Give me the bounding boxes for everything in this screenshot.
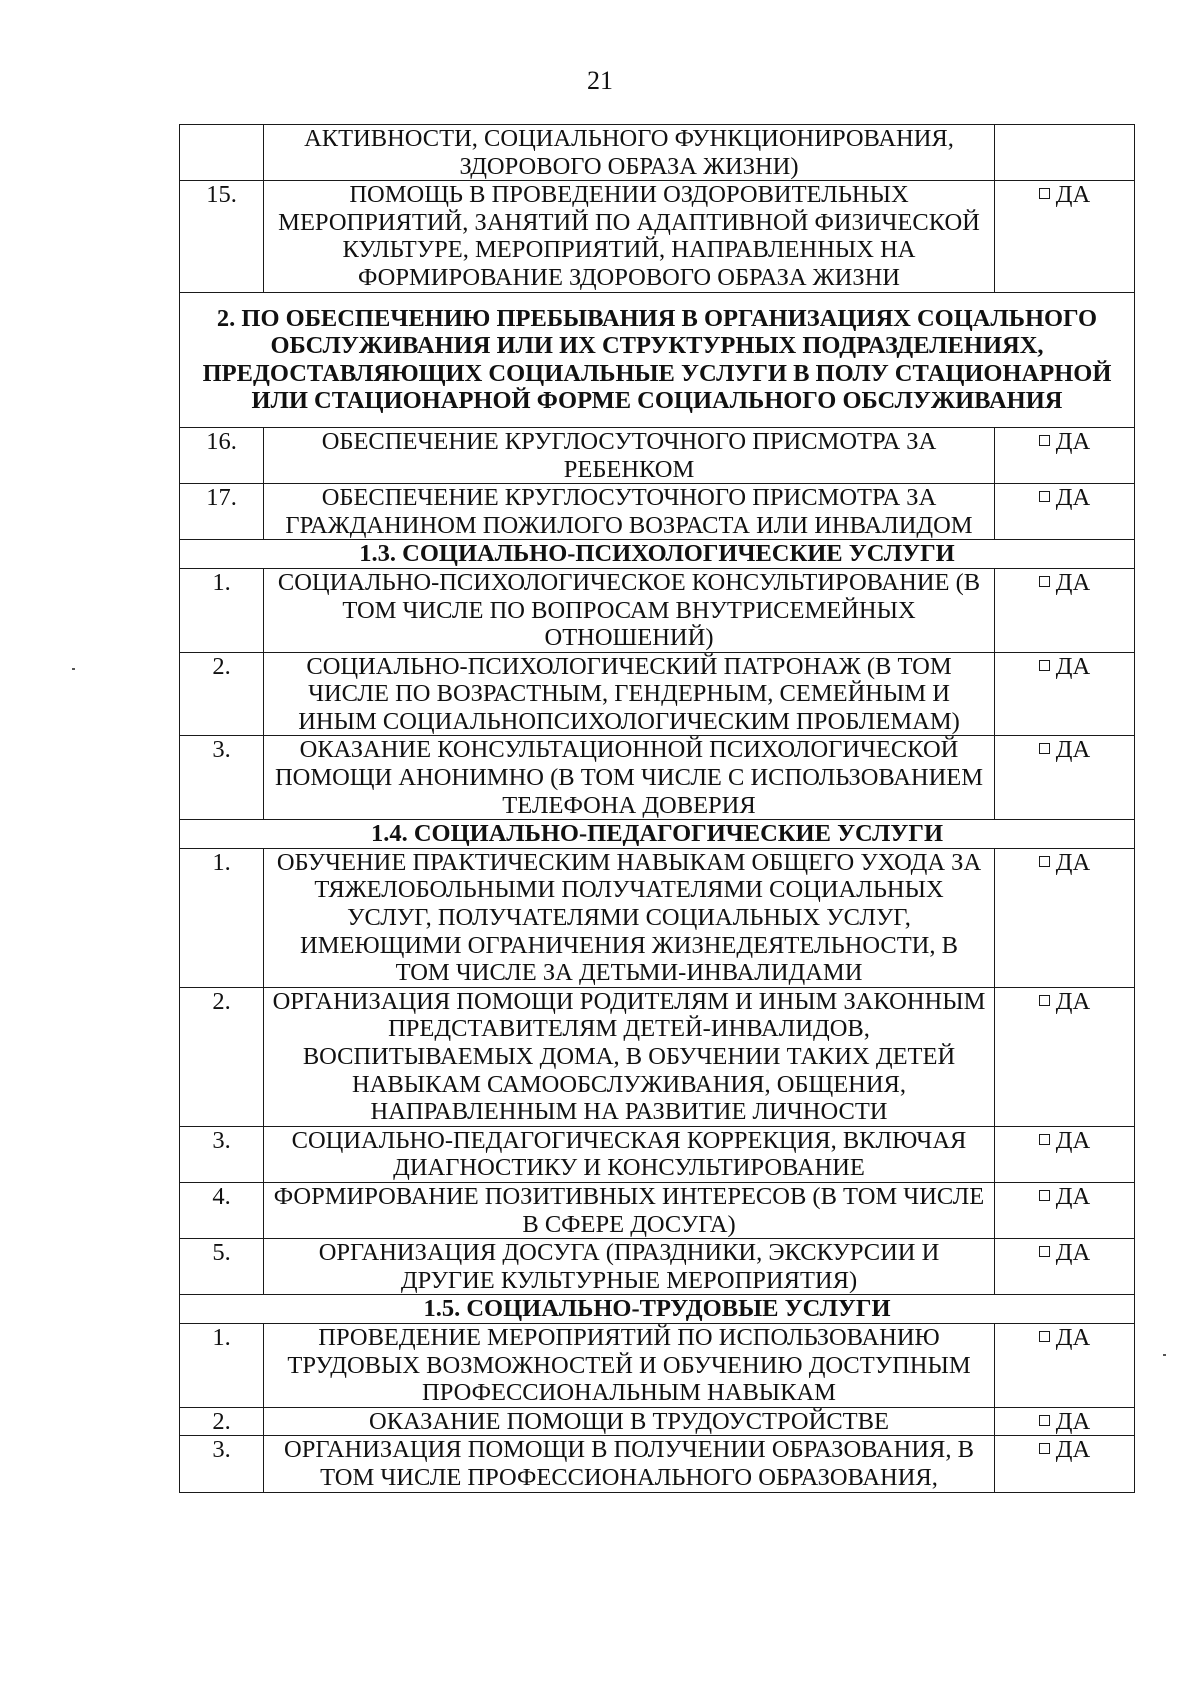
service-description: СОЦИАЛЬНО-ПСИХОЛОГИЧЕСКИЙ ПАТРОНАЖ (В ТОМ ЧИСЛЕ ПО ВОЗРАСТНЫМ, ГЕНДЕРНЫМ, СЕМЕЙНЫМ И ИНЫМ СОЦИАЛЬНОПСИХОЛОГИЧЕСКИМ ПРОБЛЕМАМ): [264, 652, 995, 736]
table-row: [180, 1323, 1135, 1407]
checkbox-label: ДА: [1055, 427, 1091, 455]
row-number: 16.: [180, 427, 264, 483]
service-description: АКТИВНОСТИ, СОЦИАЛЬНОГО ФУНКЦИОНИРОВАНИЯ, ЗДОРОВОГО ОБРАЗА ЖИЗНИ): [264, 125, 995, 181]
row-number: 17.: [180, 484, 264, 540]
services-table-body: [180, 125, 1135, 1493]
row-number: 3.: [180, 1436, 264, 1492]
section-heading: 1.3. СОЦИАЛЬНО-ПСИХОЛОГИЧЕСКИЕ УСЛУГИ: [180, 540, 1135, 569]
service-description: ОРГАНИЗАЦИЯ ПОМОЩИ В ПОЛУЧЕНИИ ОБРАЗОВАНИЯ, В ТОМ ЧИСЛЕ ПРОФЕССИОНАЛЬНОГО ОБРАЗОВАНИЯ,: [264, 1436, 995, 1492]
service-description: ОКАЗАНИЕ КОНСУЛЬТАЦИОННОЙ ПСИХОЛОГИЧЕСКОЙ ПОМОЩИ АНОНИМНО (В ТОМ ЧИСЛЕ С ИСПОЛЬЗОВАНИЕМ ТЕЛЕФОНА ДОВЕРИЯ: [264, 736, 995, 820]
checkbox-cell[interactable]: [995, 1323, 1135, 1407]
services-table: [179, 124, 1135, 1493]
service-description: ОБЕСПЕЧЕНИЕ КРУГЛОСУТОЧНОГО ПРИСМОТРА ЗА РЕБЕНКОМ: [264, 427, 995, 483]
checkbox-label: ДА: [1055, 484, 1091, 512]
row-number: 1.: [180, 568, 264, 652]
scan-speck: [1163, 1354, 1166, 1356]
table-row: [180, 1407, 1135, 1436]
checkbox-cell[interactable]: [995, 568, 1135, 652]
table-row: [180, 484, 1135, 540]
checkbox-cell[interactable]: [995, 181, 1135, 292]
checkbox-cell[interactable]: [995, 1239, 1135, 1295]
row-number: 1.: [180, 1323, 264, 1407]
table-row: [180, 736, 1135, 820]
section-heading: 1.5. СОЦИАЛЬНО-ТРУДОВЫЕ УСЛУГИ: [180, 1295, 1135, 1324]
service-description: ПРОВЕДЕНИЕ МЕРОПРИЯТИЙ ПО ИСПОЛЬЗОВАНИЮ ТРУДОВЫХ ВОЗМОЖНОСТЕЙ И ОБУЧЕНИЮ ДОСТУПНЫМ ПРОФЕССИОНАЛЬНЫМ НАВЫКАМ: [264, 1323, 995, 1407]
checkbox-cell[interactable]: [995, 1436, 1135, 1492]
checkbox-square-icon[interactable]: [1039, 1134, 1050, 1145]
service-description: СОЦИАЛЬНО-ПЕДАГОГИЧЕСКАЯ КОРРЕКЦИЯ, ВКЛЮЧАЯ ДИАГНОСТИКУ И КОНСУЛЬТИРОВАНИЕ: [264, 1126, 995, 1182]
service-description: ОБУЧЕНИЕ ПРАКТИЧЕСКИМ НАВЫКАМ ОБЩЕГО УХОДА ЗА ТЯЖЕЛОБОЛЬНЫМИ ПОЛУЧАТЕЛЯМИ СОЦИАЛЬНЫХ УСЛУГ, ПОЛУЧАТЕЛЯМИ СОЦИАЛЬНЫХ УСЛУГ, ИМЕЮЩИМИ ОГРАНИЧЕНИЯ ЖИЗНЕДЕЯТЕЛЬНОСТИ, В ТОМ ЧИСЛЕ ЗА ДЕТЬМИ-ИНВАЛИДАМИ: [264, 848, 995, 987]
row-number: 3.: [180, 736, 264, 820]
checkbox-cell[interactable]: [995, 848, 1135, 987]
checkbox-label: ДА: [1055, 1239, 1091, 1267]
service-description: ОРГАНИЗАЦИЯ ДОСУГА (ПРАЗДНИКИ, ЭКСКУРСИИ И ДРУГИЕ КУЛЬТУРНЫЕ МЕРОПРИЯТИЯ): [264, 1239, 995, 1295]
service-description: СОЦИАЛЬНО-ПСИХОЛОГИЧЕСКОЕ КОНСУЛЬТИРОВАНИЕ (В ТОМ ЧИСЛЕ ПО ВОПРОСАМ ВНУТРИСЕМЕЙНЫХ ОТНОШЕНИЙ): [264, 568, 995, 652]
row-number: 3.: [180, 1126, 264, 1182]
checkbox-cell[interactable]: [995, 1407, 1135, 1436]
table-row: [180, 181, 1135, 292]
row-number: 2.: [180, 987, 264, 1126]
checkbox-square-icon[interactable]: [1039, 1415, 1050, 1426]
checkbox-square-icon[interactable]: [1039, 995, 1050, 1006]
checkbox-cell[interactable]: [995, 736, 1135, 820]
checkbox-square-icon[interactable]: [1039, 1443, 1050, 1454]
checkbox-square-icon[interactable]: [1039, 856, 1050, 867]
checkbox-label: ДА: [1055, 736, 1091, 764]
table-row: [180, 652, 1135, 736]
row-number: 5.: [180, 1239, 264, 1295]
checkbox-cell[interactable]: [995, 427, 1135, 483]
service-description: ОБЕСПЕЧЕНИЕ КРУГЛОСУТОЧНОГО ПРИСМОТРА ЗА ГРАЖДАНИНОМ ПОЖИЛОГО ВОЗРАСТА ИЛИ ИНВАЛИДОМ: [264, 484, 995, 540]
table-row: [180, 1239, 1135, 1295]
checkbox-square-icon[interactable]: [1039, 1331, 1050, 1342]
checkbox-label: ДА: [1055, 1126, 1091, 1154]
service-description: ОКАЗАНИЕ ПОМОЩИ В ТРУДОУСТРОЙСТВЕ: [264, 1407, 995, 1436]
row-number: 2.: [180, 1407, 264, 1436]
checkbox-cell: [995, 125, 1135, 181]
checkbox-label: ДА: [1055, 1323, 1091, 1351]
section-header-row: [180, 292, 1135, 427]
checkbox-label: ДА: [1055, 987, 1091, 1015]
checkbox-label: ДА: [1055, 1407, 1091, 1435]
checkbox-square-icon[interactable]: [1039, 660, 1050, 671]
checkbox-cell[interactable]: [995, 1126, 1135, 1182]
checkbox-label: ДА: [1055, 1182, 1091, 1210]
checkbox-label: ДА: [1055, 652, 1091, 680]
section-header-row: [180, 1295, 1135, 1324]
row-number: 4.: [180, 1182, 264, 1238]
checkbox-square-icon[interactable]: [1039, 1246, 1050, 1257]
checkbox-square-icon[interactable]: [1039, 1190, 1050, 1201]
row-number: 15.: [180, 181, 264, 292]
table-row: [180, 848, 1135, 987]
checkbox-cell[interactable]: [995, 987, 1135, 1126]
section-heading: 1.4. СОЦИАЛЬНО-ПЕДАГОГИЧЕСКИЕ УСЛУГИ: [180, 820, 1135, 849]
checkbox-cell[interactable]: [995, 1182, 1135, 1238]
scan-speck: [72, 668, 75, 670]
service-description: ПОМОЩЬ В ПРОВЕДЕНИИ ОЗДОРОВИТЕЛЬНЫХ МЕРОПРИЯТИЙ, ЗАНЯТИЙ ПО АДАПТИВНОЙ ФИЗИЧЕСКОЙ КУЛЬТУРЕ, МЕРОПРИЯТИЙ, НАПРАВЛЕННЫХ НА ФОРМИРОВАНИЕ ЗДОРОВОГО ОБРАЗА ЖИЗНИ: [264, 181, 995, 292]
page-number: 21: [587, 66, 613, 95]
section-heading: 2. ПО ОБЕСПЕЧЕНИЮ ПРЕБЫВАНИЯ В ОРГАНИЗАЦИЯХ СОЦАЛЬНОГО ОБСЛУЖИВАНИЯ ИЛИ ИХ СТРУКТУРНЫХ ПОДРАЗДЕЛЕНИЯХ, ПРЕДОСТАВЛЯЮЩИХ СОЦИАЛЬНЫЕ УСЛУГИ В ПОЛУ СТАЦИОНАРНОЙ ИЛИ СТАЦИОНАРНОЙ ФОРМЕ СОЦИАЛЬНОГО ОБСЛУЖИВАНИЯ: [180, 292, 1135, 427]
service-description: ФОРМИРОВАНИЕ ПОЗИТИВНЫХ ИНТЕРЕСОВ (В ТОМ ЧИСЛЕ В СФЕРЕ ДОСУГА): [264, 1182, 995, 1238]
table-row: [180, 1182, 1135, 1238]
checkbox-square-icon[interactable]: [1039, 743, 1050, 754]
table-row: [180, 427, 1135, 483]
table-row: [180, 125, 1135, 181]
table-row: [180, 568, 1135, 652]
checkbox-square-icon[interactable]: [1039, 435, 1050, 446]
checkbox-cell[interactable]: [995, 652, 1135, 736]
table-row: [180, 987, 1135, 1126]
section-header-row: [180, 820, 1135, 849]
table-row: [180, 1126, 1135, 1182]
checkbox-label: ДА: [1055, 181, 1091, 209]
checkbox-cell[interactable]: [995, 484, 1135, 540]
service-description: ОРГАНИЗАЦИЯ ПОМОЩИ РОДИТЕЛЯМ И ИНЫМ ЗАКОННЫМ ПРЕДСТАВИТЕЛЯМ ДЕТЕЙ-ИНВАЛИДОВ, ВОСПИТЫВАЕМЫХ ДОМА, В ОБУЧЕНИИ ТАКИХ ДЕТЕЙ НАВЫКАМ САМООБСЛУЖИВАНИЯ, ОБЩЕНИЯ, НАПРАВЛЕННЫМ НА РАЗВИТИЕ ЛИЧНОСТИ: [264, 987, 995, 1126]
checkbox-label: ДА: [1055, 568, 1091, 596]
table-row: [180, 1436, 1135, 1492]
checkbox-square-icon[interactable]: [1039, 188, 1050, 199]
checkbox-square-icon[interactable]: [1039, 576, 1050, 587]
checkbox-square-icon[interactable]: [1039, 491, 1050, 502]
row-number: [180, 125, 264, 181]
section-header-row: [180, 540, 1135, 569]
checkbox-label: ДА: [1055, 848, 1091, 876]
row-number: 1.: [180, 848, 264, 987]
row-number: 2.: [180, 652, 264, 736]
checkbox-label: ДА: [1055, 1436, 1091, 1464]
